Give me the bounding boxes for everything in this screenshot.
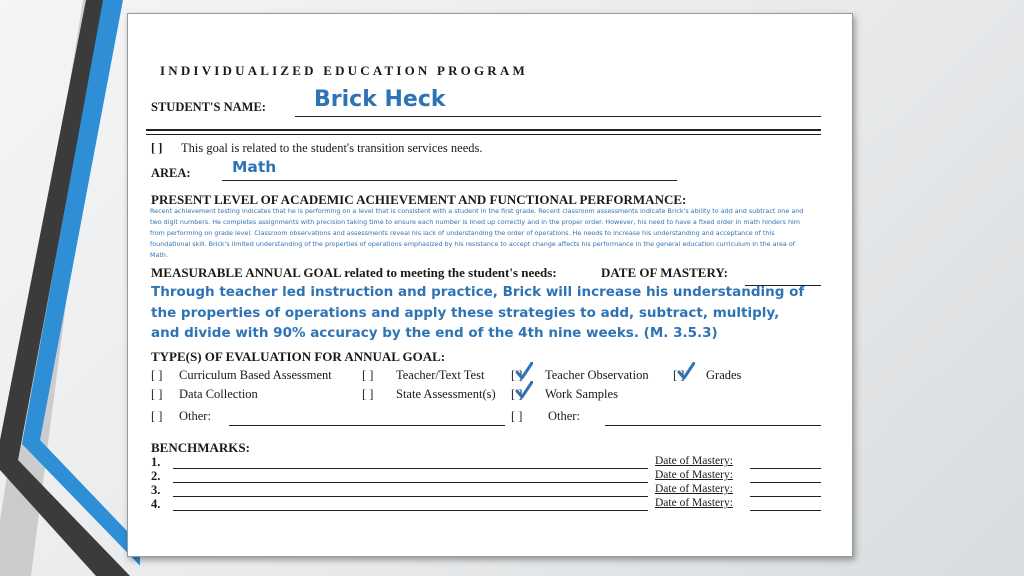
teacher-text-label: Teacher/Text Test [396,368,485,382]
area-label: AREA: [151,166,191,180]
state-assessment-label: State Assessment(s) [396,387,496,401]
student-name-label: STUDENT'S NAME: [151,100,266,114]
work-samples-label: Work Samples [545,387,618,401]
benchmark-date-label: Date of Mastery: [655,483,733,495]
benchmark-date-line [750,468,821,469]
transition-text: This goal is related to the student's transition services needs. [181,141,483,155]
benchmark-number: 3. [151,483,161,497]
benchmark-number: 4. [151,497,161,511]
plaafp-label: PRESENT LEVEL OF ACADEMIC ACHIEVEMENT AND FUNCTIONAL PERFORMANCE: [151,192,687,207]
goal-text: Through teacher led instruction and practice, Brick will increase his understanding of the properties of operations and apply these strategies to add, subtract, multiply, and divide with 90% accuracy by the end of the 4th nine weeks. (M. 3.5.3) [151,284,805,341]
state-assessment-checkbox[interactable]: [ ] [362,387,374,401]
decorative-stripes [0,0,140,576]
mastery-label: DATE OF MASTERY: [601,265,728,280]
work-samples-checkmark-icon [515,381,533,399]
other2-label: Other: [548,409,580,423]
grades-label: Grades [706,368,742,382]
other1-line [229,425,505,426]
benchmarks-label: BENCHMARKS: [151,440,250,455]
teacher-text-checkbox[interactable]: [ ] [362,368,374,382]
work-samples-checkbox[interactable]: [ ] [511,387,523,401]
teacher-obs-checkmark-icon [515,362,533,380]
transition-checkbox[interactable]: [ ] [151,141,163,155]
area-value: Math [232,158,277,176]
benchmark-date-label: Date of Mastery: [655,497,733,509]
benchmark-date-label: Date of Mastery: [655,455,733,467]
grades-checkmark-icon [677,362,695,380]
student-name-value: Brick Heck [314,87,446,112]
cba-label: Curriculum Based Assessment [179,368,332,382]
eval-label: TYPE(S) OF EVALUATION FOR ANNUAL GOAL: [151,349,446,364]
section-rule-bottom [146,134,821,135]
other2-line [605,425,821,426]
teacher-obs-label: Teacher Observation [545,368,649,382]
benchmark-date-line [750,510,821,511]
other2-checkbox[interactable]: [ ] [511,409,523,423]
other1-checkbox[interactable]: [ ] [151,409,163,423]
benchmark-line [173,510,648,511]
benchmark-date-line [750,496,821,497]
benchmark-line [173,496,648,497]
data-collection-checkbox[interactable]: [ ] [151,387,163,401]
benchmark-number: 1. [151,455,161,469]
teacher-obs-checkbox[interactable]: [ ] [511,368,523,382]
benchmark-number: 2. [151,469,161,483]
area-line [222,180,677,181]
goal-label: MEASURABLE ANNUAL GOAL related to meeting the student's needs: [151,265,557,280]
cba-checkbox[interactable]: [ ] [151,368,163,382]
data-collection-label: Data Collection [179,387,258,401]
benchmark-line [173,468,648,469]
section-rule-top [146,129,821,131]
benchmark-line [173,482,648,483]
benchmark-date-line [750,482,821,483]
form-title: INDIVIDUALIZED EDUCATION PROGRAM [160,63,528,78]
plaafp-text: Recent achievement testing indicates that he is performing on a level that is consistent with a student in the first grade. Recent classroom assessments indicate Brick's ability to add and subtract one and two digit numbers. He completes assignments with precision taking time to ensure each number is lined up correctly and in the proper order. However, his need to have a fixed order in math hinders him from performing on grade level. Classroom observations and assessments reveal his lack of understanding the order of operations. He needs to increase his understanding and acceptance of this foundational skill. Brick's limited understanding of the properties of operations emphasized by his resistance to accept change affects his performance in the general education curriculum in the area of Math. [150,207,804,259]
other1-label: Other: [179,409,211,423]
benchmark-date-label: Date of Mastery: [655,469,733,481]
student-name-line [295,116,821,117]
grades-checkbox[interactable]: [ ] [673,368,685,382]
